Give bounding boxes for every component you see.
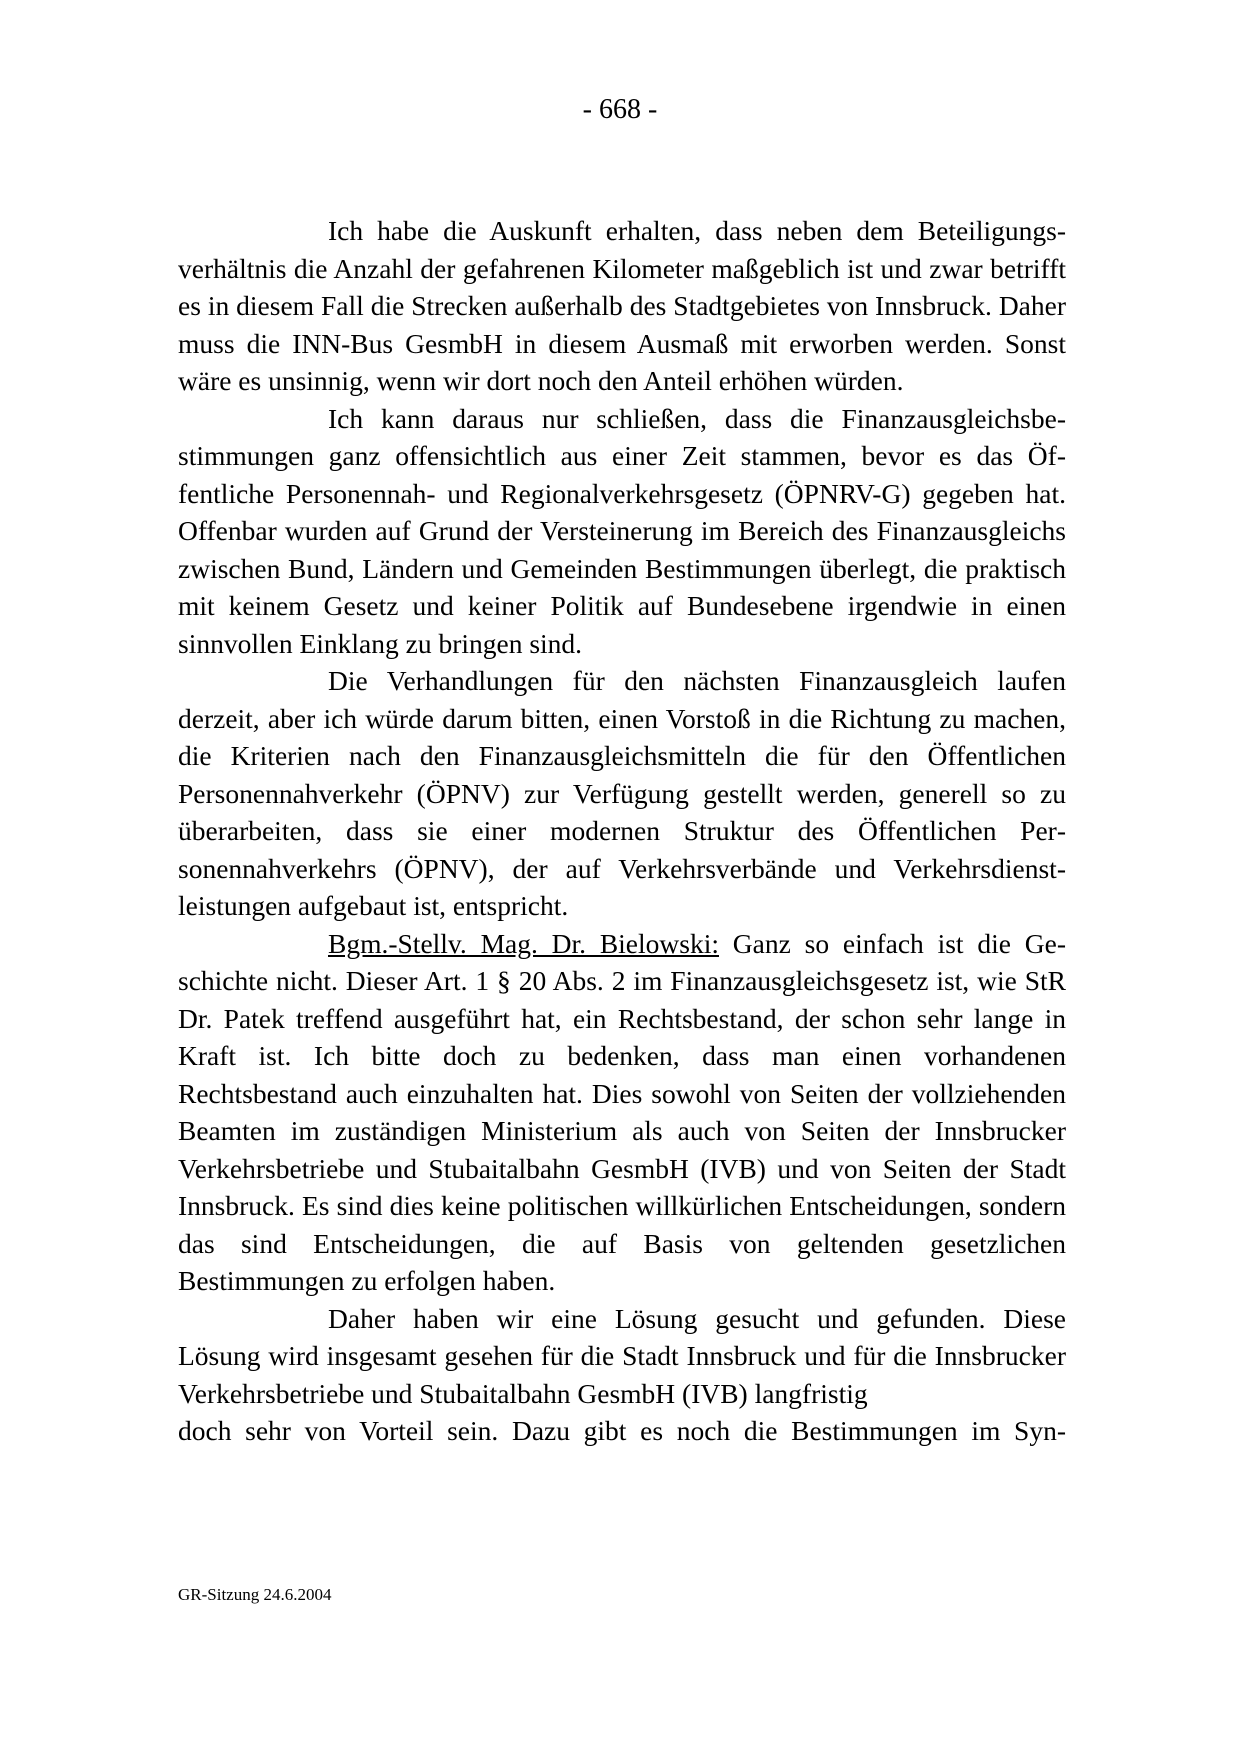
paragraph-4-text: Ganz so einfach ist die Geschichte nicht. Dieser Art. 1 § 20 Abs. 2 im Finanzausgleichsgesetz ist, wie StR Dr. Patek treffend ausgeführt hat, ein Rechtsbestand, der schon sehr lange in Kraft ist. Ich bitte doch zu bedenken, dass man einen vorhandenen Rechtsbestand auch einzuhalten hat. Dies sowohl von Seiten der vollziehenden Beamten im zuständigen Ministerium als auch von Seiten der Innsbrucker Verkehrsbetriebe und Stubaitalbahn GesmbH (IVB) und von Seiten der Stadt Innsbruck. Es sind dies keine politischen willkürlichen Entscheidungen, sondern das sind Entscheidungen, die auf Basis von geltenden gesetzlichen Bestimmungen zu erfolgen haben. (178, 927, 1066, 1296)
footer-session: GR-Sitzung 24.6.2004 (178, 1585, 332, 1604)
paragraph-2: Ich kann daraus nur schließen, dass die Finanzausgleichsbestimmungen ganz offensichtlich aus einer Zeit stammen, bevor es das Öffentliche Personennah- und Regionalverkehrsgesetz (ÖPNRV-G) gegeben hat. Offenbar wurden auf Grund der Versteinerung im Bereich des Finanzausgleichs zwischen Bund, Ländern und Gemeinden Bestimmungen überlegt, die praktisch mit keinem Gesetz und keiner Politik auf Bundesebene irgendwie in einen sinnvollen Einklang zu bringen sind. (178, 402, 1066, 659)
paragraph-3: Die Verhandlungen für den nächsten Finanzausgleich laufen derzeit, aber ich würde darum bitten, einen Vorstoß in die Richtung zu machen, die Kriterien nach den Finanzausgleichsmitteln die für den Öffentlichen Personennahverkehr (ÖPNV) zur Verfügung gestellt werden, generell so zu überarbeiten, dass sie einer modernen Struktur des Öffentlichen Personennahverkehrs (ÖPNV), der auf Verkehrsverbände und Verkehrsdienstleistungen aufgebaut ist, entspricht. (178, 665, 1066, 921)
document-body (178, 212, 1066, 1450)
page-number: - 668 - (582, 94, 658, 125)
speaker-name: Bgm.-Stellv. Mag. Dr. Bielowski: (328, 927, 719, 959)
paragraph-5: Daher haben wir eine Lösung gesucht und gefunden. Diese Lösung wird insgesamt gesehen für die Stadt Innsbruck und für die Innsbrucker Verkehrsbetriebe und Stubaitalbahn GesmbH (IVB) langfristig (178, 1302, 1066, 1409)
paragraph-5-continuation: doch sehr von Vorteil sein. Dazu gibt es noch die Bestimmungen im Syn- (178, 1415, 1066, 1446)
paragraph-4 (178, 925, 1066, 1300)
paragraph-1: Ich habe die Auskunft erhalten, dass neben dem Beteiligungsverhältnis die Anzahl der gefahrenen Kilometer maßgeblich ist und zwar betrifft es in diesem Fall die Strecken außerhalb des Stadtgebietes von Innsbruck. Daher muss die INN-Bus GesmbH in diesem Ausmaß mit erworben werden. Sonst wäre es unsinnig, wenn wir dort noch den Anteil erhöhen würden. (178, 215, 1066, 396)
